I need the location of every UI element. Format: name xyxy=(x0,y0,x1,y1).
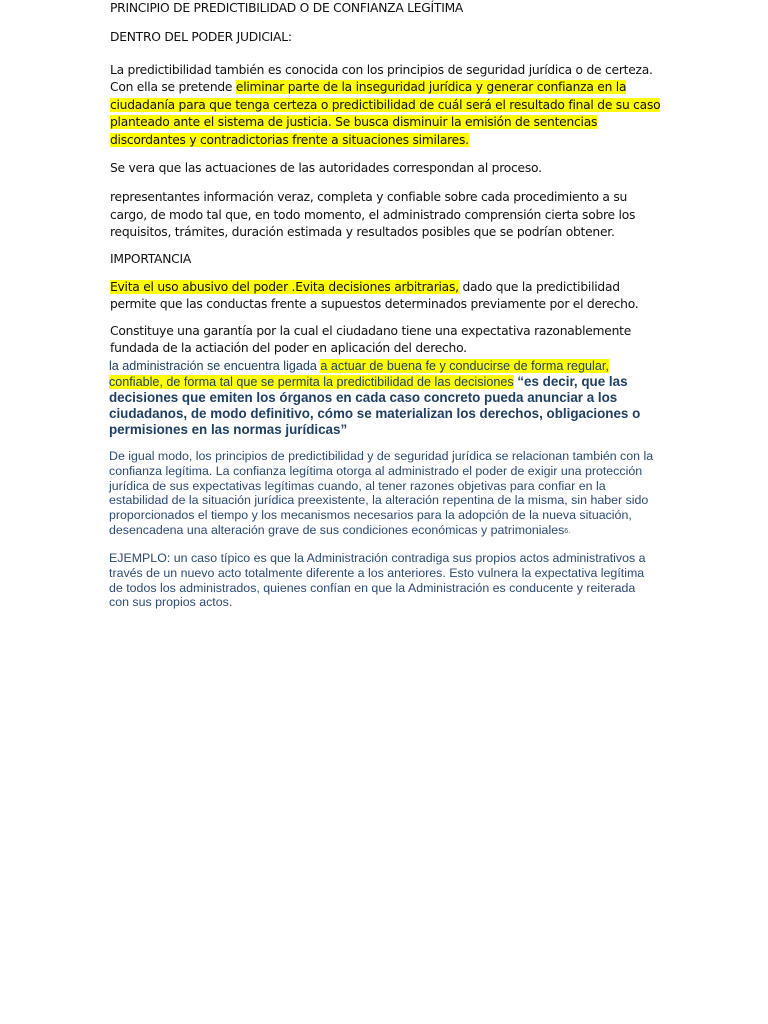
document-title: PRINCIPIO DE PREDICTIBILIDAD O DE CONFIANZA LEGÍTIMA xyxy=(110,1,464,15)
paragraph-predictibilidad xyxy=(110,62,665,150)
paragraph-confianza-text: De igual modo, los principios de predictibilidad y de seguridad jurídica se relacionan también con la confianza legítima. La confianza legítima otorga al administrado el poder de exigir una protección jurídica de sus expectativas legítimas cuando, al tener razones objetivas para confiar en la estabilidad de la situación jurídica preexistente, la alteración repentina de la misma, sin haber sido proporcionados el tiempo y los mecanismos necesarios para la adopción de la nueva situación, desencadena una alteración grave de sus condiciones económicas y patrimoniales xyxy=(109,449,654,537)
paragraph-confianza-legitima xyxy=(109,449,657,540)
paragraph-administracion-lead: la administración se encuentra ligada xyxy=(109,359,321,373)
highlight-buena-fe: a actuar de buena fe y conducirse de forma regular, confiable, de forma tal que se permita la predictibilidad de las decisiones xyxy=(109,359,609,389)
heading-judicial: DENTRO DEL PODER JUDICIAL: xyxy=(110,30,292,44)
heading-importancia: IMPORTANCIA xyxy=(110,251,192,266)
top-section xyxy=(110,0,665,367)
paragraph-representantes: representantes información veraz, completa y confiable sobre cada procedimiento a su cargo, de modo tal que, en todo momento, el administrado comprensión cierta sobre los requisitos, trámites, duración estimada y resultados posibles que se podrían obtener. xyxy=(110,190,636,240)
paragraph-garantia: Constituye una garantía por la cual el ciudadano tiene una expectativa razonablemente fundada de la actiación del poder en aplicación del derecho. xyxy=(110,323,632,356)
paragraph-predictibilidad-text: La predictibilidad también es conocida con los principios de seguridad jurídica o de certeza. Con ella se pretende xyxy=(110,62,653,95)
highlight-inseguridad: eliminar parte de la inseguridad jurídica y generar confianza en la ciudadanía para que tenga certeza o predictibilidad de cuál será el resultado final de su caso planteado ante el sistema de justicia. Se busca disminuir la emisión de sentencias discordantes y contradictorias frente a situaciones similares. xyxy=(110,80,661,147)
paragraph-evita xyxy=(110,279,665,314)
paragraph-administracion xyxy=(109,358,657,438)
highlight-evita: Evita el uso abusivo del poder .Evita decisiones arbitrarias, xyxy=(110,279,459,294)
footnote-marker: 6. xyxy=(564,527,571,535)
paragraph-ejemplo: EJEMPLO: un caso típico es que la Administración contradiga sus propios actos administrativos a través de un nuevo acto totalmente diferente a los anteriores. Esto vulnera la expectativa legítima de todos los administrados, quienes confían en que la Administración es conducente y reiterada con sus propios actos. xyxy=(109,551,646,610)
paragraph-actuaciones: Se vera que las actuaciones de las autoridades correspondan al proceso. xyxy=(110,160,542,175)
paragraph-evita-rest: dado que la predictibilidad permite que las conductas frente a supuestos determinados previamente por el derecho. xyxy=(110,279,639,312)
quote-decisiones: “es decir, que las decisiones que emiten los órganos en cada caso concreto pueda anunciar a los ciudadanos, de modo definitivo, cómo se materializan los derechos, obligaciones o permisiones en las normas jurídicas” xyxy=(109,374,641,437)
